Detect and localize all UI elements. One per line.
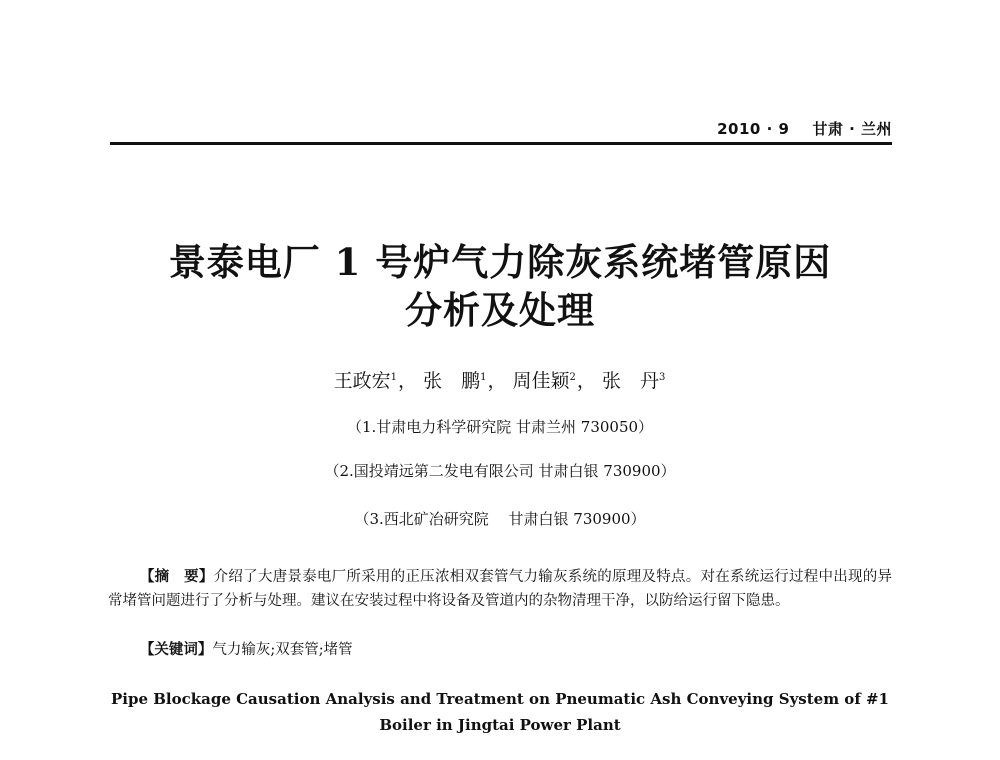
- title-line-2: 分析及处理: [405, 288, 595, 332]
- affiliation-2: （2.国投靖远第二发电有限公司 甘肃白银 730900）: [324, 462, 676, 480]
- affiliation-3: （3.西北矿冶研究院 甘肃白银 730900）: [354, 510, 646, 528]
- abstract: [108, 565, 892, 613]
- header-rule: [110, 142, 892, 145]
- author-name: 张 丹: [601, 370, 659, 392]
- keywords: [108, 638, 892, 659]
- author-name: 王政宏: [333, 370, 391, 392]
- keywords-label: 【关键词】: [139, 641, 213, 658]
- author-name: 周佳颖: [512, 370, 570, 392]
- abstract-text: 介绍了大唐景泰电厂所采用的正压浓相双套管气力输灰系统的原理及特点。对在系统运行过程中出现的异常堵管问题进行了分析与处理。建议在安装过程中将设备及管道内的杂物清理干净，以防给运行留下隐患。: [108, 569, 893, 609]
- author-affiliation-mark: 2: [569, 371, 576, 383]
- keywords-text: 气力输灰;双套管;堵管: [212, 642, 353, 658]
- issue-date: 2010 · 9: [717, 120, 790, 138]
- author-name: 张 鹏: [423, 370, 481, 392]
- english-title: Pipe Blockage Causation Analysis and Treatment on Pneumatic Ash Conveying System of #1 Boiler in Jingtai Power Plant: [111, 690, 889, 734]
- author-affiliation-mark: 1: [390, 371, 398, 383]
- author-affiliation-mark: 3: [659, 371, 666, 383]
- conference-location: 甘肃 · 兰州: [812, 120, 892, 138]
- journal-header-meta: [717, 118, 892, 139]
- title-line-1: 景泰电厂 1 号炉气力除灰系统堵管原因: [168, 240, 832, 284]
- author-affiliation-mark: 1: [480, 371, 487, 383]
- affiliation-1: （1.甘肃电力科学研究院 甘肃兰州 730050）: [346, 418, 654, 436]
- paper-title: [0, 238, 1000, 334]
- author-list: 王政宏$^1$， 张 鹏$^1$， 周佳颖$^2$， 张 丹$^3$: [333, 370, 666, 392]
- abstract-label: 【摘 要】: [139, 568, 214, 585]
